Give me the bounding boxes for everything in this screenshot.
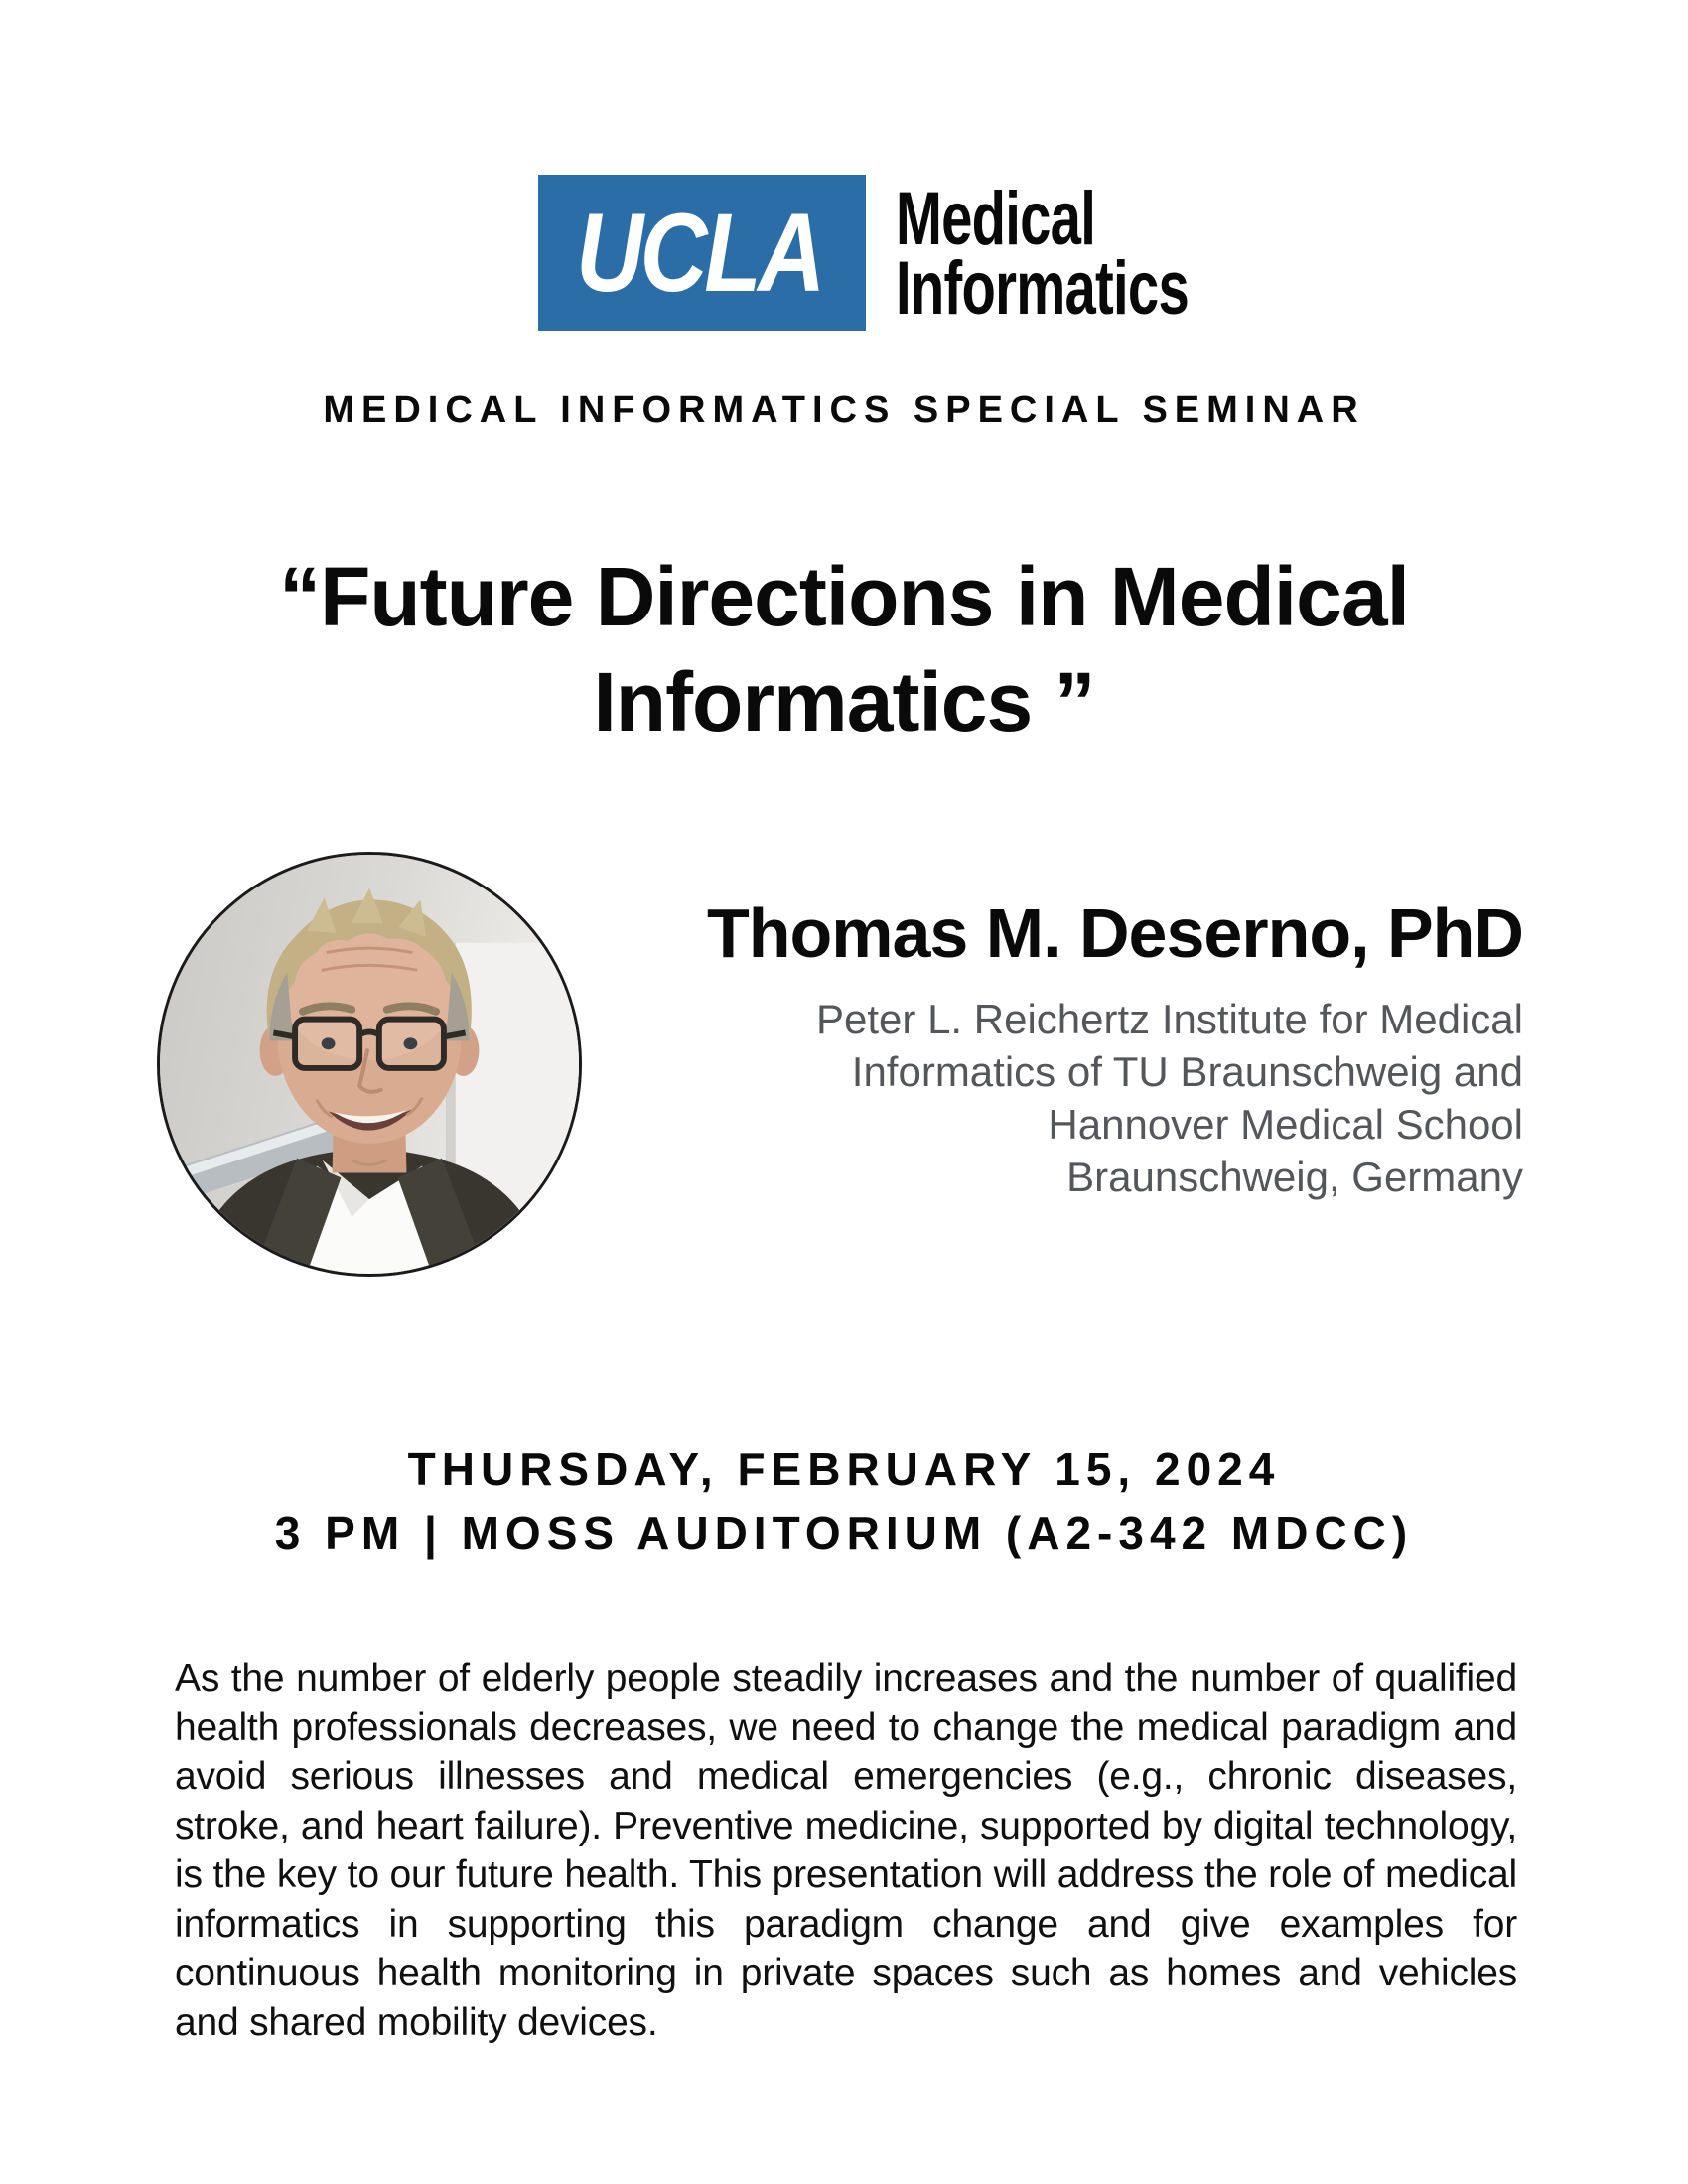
brand-name	[896, 177, 1190, 331]
affiliation-line: Hannover Medical School	[1048, 1101, 1523, 1148]
abstract-text: As the number of elderly people steadily increases and the number of qualified health professionals decreases, we need to change the medical paradigm and avoid serious illnesses and medical emergencies (e.g., chronic diseases, stroke, and heart failure). Preventive medicine, supported by digital technology, is the key to our future health. This presentation will address the role of medical informatics in supporting this paradigm change and give examples for continuous health monitoring in private spaces such as homes and vehicles and shared mobility devices.	[175, 1657, 1517, 2044]
event-location: 3 PM | MOSS AUDITORIUM (A2-342 MDCC)	[274, 1507, 1414, 1559]
seminar-kicker: MEDICAL INFORMATICS SPECIAL SEMINAR	[323, 389, 1365, 431]
speaker-photo	[157, 852, 582, 1277]
seminar-title	[0, 544, 1688, 754]
ucla-wordmark: UCLA	[576, 190, 823, 315]
seminar-title-line2: Informatics ”	[593, 655, 1095, 749]
speaker-name: Thomas M. Deserno, PhD	[706, 894, 1523, 972]
ucla-logo	[538, 175, 866, 331]
speaker-portrait-illustration	[160, 855, 579, 1274]
event-details	[0, 1437, 1688, 1565]
affiliation-line: Informatics of TU Braunschweig and	[851, 1048, 1523, 1095]
event-date: THURSDAY, FEBRUARY 15, 2024	[407, 1443, 1281, 1495]
seminar-title-line1: “Future Directions in Medical	[279, 550, 1409, 643]
brand-line1: Medical	[896, 177, 1096, 261]
brand-line2: Informatics	[896, 246, 1190, 331]
affiliation-line: Braunschweig, Germany	[1066, 1154, 1523, 1200]
speaker-affiliation	[816, 993, 1523, 1203]
affiliation-line: Peter L. Reichertz Institute for Medical	[816, 996, 1523, 1042]
